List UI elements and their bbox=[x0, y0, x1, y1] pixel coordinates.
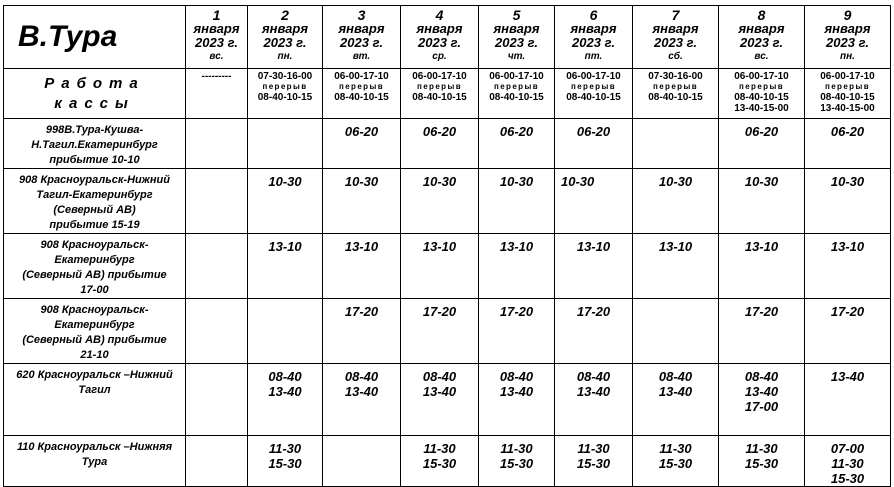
departure-time: 08-40 bbox=[422, 369, 457, 384]
departure-time: 08-40 bbox=[576, 369, 611, 384]
date-header-4 bbox=[401, 6, 479, 69]
schedule-table bbox=[3, 5, 891, 487]
departure-time: 17-20 bbox=[744, 304, 779, 319]
departure-time: 10-30 bbox=[658, 174, 693, 189]
break-label: перерыв bbox=[338, 82, 385, 91]
date-day: 3 bbox=[357, 7, 366, 23]
date-month: января bbox=[824, 21, 871, 36]
date-month: января bbox=[193, 21, 240, 36]
hours-line: 06-00-17-10 bbox=[566, 71, 621, 82]
departure-time: 13-40 bbox=[658, 384, 693, 399]
date-weekday: вс. bbox=[209, 51, 224, 62]
departure-cell bbox=[805, 299, 891, 364]
departure-time: 06-20 bbox=[344, 124, 379, 139]
route-row bbox=[4, 436, 891, 487]
route-name-line: 908 Красноуральск- bbox=[40, 304, 149, 316]
date-year: 2023 г. bbox=[418, 35, 461, 50]
date-header-6 bbox=[555, 6, 633, 69]
route-name-line: Екатеринбург bbox=[54, 254, 135, 266]
route-name bbox=[4, 436, 186, 487]
departure-cell bbox=[555, 169, 633, 234]
departure-cell bbox=[323, 299, 401, 364]
hours-line: 08-40-10-15 bbox=[334, 92, 389, 103]
departure-cell bbox=[401, 234, 479, 299]
departure-cell bbox=[401, 169, 479, 234]
departure-time: 13-10 bbox=[268, 239, 302, 254]
departure-time: 10-30 bbox=[422, 174, 457, 189]
date-weekday: вт. bbox=[352, 51, 371, 62]
departure-cell bbox=[479, 234, 555, 299]
kassa-label bbox=[4, 69, 186, 119]
date-weekday: чт. bbox=[507, 51, 526, 62]
hours-line: 08-40-10-15 bbox=[257, 92, 313, 103]
route-name-line: 620 Красноуральск –Нижний bbox=[16, 369, 173, 381]
date-year: 2023 г. bbox=[340, 35, 383, 50]
departure-time: 15-30 bbox=[744, 456, 779, 471]
kassa-hours-6 bbox=[555, 69, 633, 119]
departure-cell bbox=[401, 436, 479, 487]
departure-time: 13-40 bbox=[576, 384, 611, 399]
date-year: 2023 г. bbox=[572, 35, 615, 50]
departure-cell bbox=[186, 234, 248, 299]
departure-time: 13-40 bbox=[830, 369, 865, 384]
route-name-line: Н.Тагил.Екатеринбург bbox=[31, 139, 158, 151]
departure-time: 08-40 bbox=[344, 369, 379, 384]
departure-cell bbox=[248, 364, 323, 436]
date-day: 4 bbox=[435, 7, 444, 23]
departure-time: 07-00 bbox=[830, 441, 865, 456]
departure-time: 08-40 bbox=[658, 369, 693, 384]
kassa-hours-9 bbox=[805, 69, 891, 119]
date-day: 2 bbox=[281, 7, 289, 23]
kassa-label-line1: Работа bbox=[44, 74, 145, 92]
departure-cell bbox=[555, 234, 633, 299]
schedule-body bbox=[4, 6, 891, 487]
date-month: января bbox=[338, 21, 385, 36]
hours-line: 13-40-15-00 bbox=[734, 103, 789, 114]
departure-cell bbox=[248, 119, 323, 169]
date-day: 9 bbox=[843, 7, 852, 23]
departure-cell bbox=[719, 234, 805, 299]
route-row bbox=[4, 364, 891, 436]
departure-cell bbox=[805, 169, 891, 234]
departure-time: 13-10 bbox=[830, 239, 865, 254]
departure-time: 15-30 bbox=[499, 456, 534, 471]
departure-time: 08-40 bbox=[744, 369, 779, 384]
departure-time: 13-40 bbox=[344, 384, 379, 399]
route-name bbox=[4, 169, 186, 234]
departure-time: 15-30 bbox=[658, 456, 693, 471]
departure-cell bbox=[719, 436, 805, 487]
date-year: 2023 г. bbox=[826, 35, 869, 50]
page-title: В.Тура bbox=[4, 6, 186, 69]
departure-time: 11-30 bbox=[423, 441, 456, 456]
departure-cell bbox=[186, 299, 248, 364]
hours-line: 06-00-17-10 bbox=[334, 71, 389, 82]
hours-line: 08-40-10-15 bbox=[820, 92, 875, 103]
date-weekday: вс. bbox=[754, 51, 769, 62]
route-name bbox=[4, 299, 186, 364]
departure-time: 06-20 bbox=[576, 124, 611, 139]
date-header-2 bbox=[248, 6, 323, 69]
kassa-label-line2: кассы bbox=[54, 94, 135, 112]
departure-time: 17-20 bbox=[422, 304, 457, 319]
departure-cell bbox=[719, 169, 805, 234]
departure-cell bbox=[401, 299, 479, 364]
departure-time: 15-30 bbox=[268, 456, 302, 471]
kassa-hours-1 bbox=[186, 69, 248, 119]
route-name bbox=[4, 234, 186, 299]
date-month: января bbox=[570, 21, 617, 36]
departure-cell bbox=[633, 436, 719, 487]
route-name-line: 998В.Тура-Кушва- bbox=[45, 124, 144, 136]
date-weekday: пн. bbox=[840, 51, 855, 62]
route-row bbox=[4, 299, 891, 364]
departure-time: 11-30 bbox=[577, 441, 610, 456]
departure-cell bbox=[323, 119, 401, 169]
departure-time: 17-20 bbox=[344, 304, 379, 319]
departure-time: 11-30 bbox=[831, 456, 864, 471]
break-label: перерыв bbox=[493, 82, 540, 91]
hours-line: 06-00-17-10 bbox=[820, 71, 875, 82]
date-year: 2023 г. bbox=[263, 35, 307, 50]
departure-time: 13-10 bbox=[744, 239, 779, 254]
departure-cell bbox=[401, 364, 479, 436]
date-day: 7 bbox=[671, 7, 680, 23]
departure-cell bbox=[633, 364, 719, 436]
route-name-line: Екатеринбург bbox=[54, 319, 135, 331]
departure-cell bbox=[719, 364, 805, 436]
departure-time: 06-20 bbox=[744, 124, 779, 139]
departure-time: 13-10 bbox=[576, 239, 611, 254]
date-header-7 bbox=[633, 6, 719, 69]
date-year: 2023 г. bbox=[740, 35, 783, 50]
hours-line: 08-40-10-15 bbox=[566, 92, 621, 103]
hours-line: 08-40-10-15 bbox=[734, 92, 789, 103]
date-year: 2023 г. bbox=[654, 35, 697, 50]
date-header-5 bbox=[479, 6, 555, 69]
break-label: перерыв bbox=[824, 82, 871, 91]
departure-cell bbox=[479, 364, 555, 436]
departure-time: 17-20 bbox=[499, 304, 534, 319]
departure-time: 08-40 bbox=[499, 369, 534, 384]
departure-time: 10-30 bbox=[830, 174, 865, 189]
route-name-line: 908 Красноуральск- bbox=[40, 239, 149, 251]
departure-cell bbox=[805, 364, 891, 436]
departure-cell bbox=[719, 119, 805, 169]
date-day: 8 bbox=[757, 7, 766, 23]
date-day: 1 bbox=[212, 7, 221, 23]
route-name-line: Тура bbox=[81, 456, 108, 468]
hours-line: 06-00-17-10 bbox=[412, 71, 467, 82]
departure-time: 08-40 bbox=[268, 369, 302, 384]
date-day: 5 bbox=[512, 7, 521, 23]
date-weekday: сб. bbox=[668, 51, 683, 62]
date-weekday: пн. bbox=[277, 51, 293, 62]
kassa-hours-4 bbox=[401, 69, 479, 119]
hours-line: 07-30-16-00 bbox=[257, 71, 313, 82]
departure-time: 11-30 bbox=[268, 441, 302, 456]
kassa-hours-8 bbox=[719, 69, 805, 119]
break-label: перерыв bbox=[262, 82, 308, 91]
date-weekday: пт. bbox=[584, 51, 603, 62]
departure-cell bbox=[186, 119, 248, 169]
date-header-3 bbox=[323, 6, 401, 69]
departure-time: 11-30 bbox=[745, 441, 778, 456]
departure-cell bbox=[633, 169, 719, 234]
route-name-line: Тагил-Екатеринбург bbox=[36, 189, 153, 201]
departure-time: 17-20 bbox=[830, 304, 865, 319]
date-header-8 bbox=[719, 6, 805, 69]
departure-time: 11-30 bbox=[659, 441, 692, 456]
date-month: января bbox=[652, 21, 699, 36]
route-name-line: 908 Красноуральск-Нижний bbox=[19, 174, 170, 186]
route-name-line: (Северный АВ) прибытие bbox=[22, 269, 167, 281]
departure-time: 13-40 bbox=[744, 384, 779, 399]
date-month: января bbox=[738, 21, 785, 36]
departure-time: 13-10 bbox=[344, 239, 379, 254]
date-year: 2023 г. bbox=[195, 35, 238, 50]
departure-cell bbox=[719, 299, 805, 364]
departure-time: 13-10 bbox=[658, 239, 693, 254]
hours-line: 08-40-10-15 bbox=[489, 92, 544, 103]
kassa-hours-7 bbox=[633, 69, 719, 119]
departure-cell bbox=[186, 169, 248, 234]
break-label: перерыв bbox=[652, 82, 699, 91]
departure-time: 10-30 bbox=[561, 174, 595, 189]
header-row bbox=[4, 6, 891, 69]
departure-time: 13-10 bbox=[422, 239, 457, 254]
route-name-line: 21-10 bbox=[80, 349, 109, 361]
break-label: перерыв bbox=[738, 82, 785, 91]
hours-line: 13-40-15-00 bbox=[820, 103, 875, 114]
departure-cell bbox=[479, 169, 555, 234]
hours-line: --------- bbox=[201, 71, 232, 82]
departure-cell bbox=[633, 119, 719, 169]
date-weekday: ср. bbox=[432, 51, 447, 62]
departure-cell bbox=[555, 299, 633, 364]
departure-cell bbox=[555, 364, 633, 436]
departure-cell bbox=[248, 299, 323, 364]
departure-time: 15-30 bbox=[422, 456, 457, 471]
departure-time: 15-30 bbox=[576, 456, 611, 471]
departure-cell bbox=[555, 119, 633, 169]
departure-cell bbox=[186, 436, 248, 487]
route-name-line: (Северный АВ) bbox=[53, 204, 136, 216]
hours-line: 08-40-10-15 bbox=[648, 92, 703, 103]
route-name-line: 110 Красноуральск –Нижняя bbox=[16, 441, 173, 453]
route-name bbox=[4, 119, 186, 169]
departure-cell bbox=[555, 436, 633, 487]
departure-time: 10-30 bbox=[344, 174, 379, 189]
departure-cell bbox=[805, 436, 891, 487]
departure-time: 11-30 bbox=[500, 441, 533, 456]
kassa-hours-2 bbox=[248, 69, 323, 119]
date-header-9 bbox=[805, 6, 891, 69]
route-name bbox=[4, 364, 186, 436]
departure-time: 10-30 bbox=[499, 174, 534, 189]
departure-cell bbox=[323, 436, 401, 487]
break-label: перерыв bbox=[570, 82, 617, 91]
date-year: 2023 г. bbox=[495, 35, 538, 50]
route-name-line: (Северный АВ) прибытие bbox=[22, 334, 167, 346]
date-day: 6 bbox=[589, 7, 598, 23]
hours-line: 06-00-17-10 bbox=[489, 71, 544, 82]
departure-time: 13-40 bbox=[422, 384, 457, 399]
departure-time: 17-20 bbox=[576, 304, 611, 319]
departure-time: 17-00 bbox=[744, 399, 779, 414]
hours-line: 06-00-17-10 bbox=[734, 71, 789, 82]
departure-cell bbox=[248, 436, 323, 487]
date-month: января bbox=[261, 21, 308, 36]
departure-cell bbox=[633, 299, 719, 364]
departure-cell bbox=[186, 364, 248, 436]
departure-time: 13-40 bbox=[268, 384, 302, 399]
departure-cell bbox=[479, 299, 555, 364]
date-month: января bbox=[493, 21, 540, 36]
departure-time: 06-20 bbox=[422, 124, 457, 139]
kassa-hours-3 bbox=[323, 69, 401, 119]
departure-cell bbox=[248, 234, 323, 299]
kassa-row bbox=[4, 69, 891, 119]
departure-cell bbox=[323, 364, 401, 436]
departure-cell bbox=[805, 234, 891, 299]
departure-cell bbox=[401, 119, 479, 169]
hours-line: 08-40-10-15 bbox=[412, 92, 467, 103]
date-header-1 bbox=[186, 6, 248, 69]
departure-cell bbox=[479, 436, 555, 487]
route-row bbox=[4, 169, 891, 234]
departure-time: 06-20 bbox=[499, 124, 534, 139]
departure-time: 10-30 bbox=[744, 174, 779, 189]
route-name-line: 17-00 bbox=[80, 284, 109, 296]
break-label: перерыв bbox=[416, 82, 463, 91]
route-name-line: прибытие 15-19 bbox=[49, 219, 140, 231]
departure-cell bbox=[479, 119, 555, 169]
departure-time: 10-30 bbox=[268, 174, 302, 189]
departure-time: 06-20 bbox=[830, 124, 865, 139]
departure-cell bbox=[805, 119, 891, 169]
departure-time: 15-30 bbox=[830, 471, 865, 486]
departure-time: 13-10 bbox=[499, 239, 534, 254]
route-name-line: прибытие 10-10 bbox=[49, 154, 140, 166]
route-name-line: Тагил bbox=[78, 384, 111, 396]
departure-cell bbox=[248, 169, 323, 234]
route-row bbox=[4, 234, 891, 299]
departure-cell bbox=[323, 169, 401, 234]
departure-time: 13-40 bbox=[499, 384, 534, 399]
date-month: января bbox=[416, 21, 463, 36]
route-row bbox=[4, 119, 891, 169]
departure-cell bbox=[323, 234, 401, 299]
kassa-hours-5 bbox=[479, 69, 555, 119]
hours-line: 07-30-16-00 bbox=[648, 71, 703, 82]
departure-cell bbox=[633, 234, 719, 299]
